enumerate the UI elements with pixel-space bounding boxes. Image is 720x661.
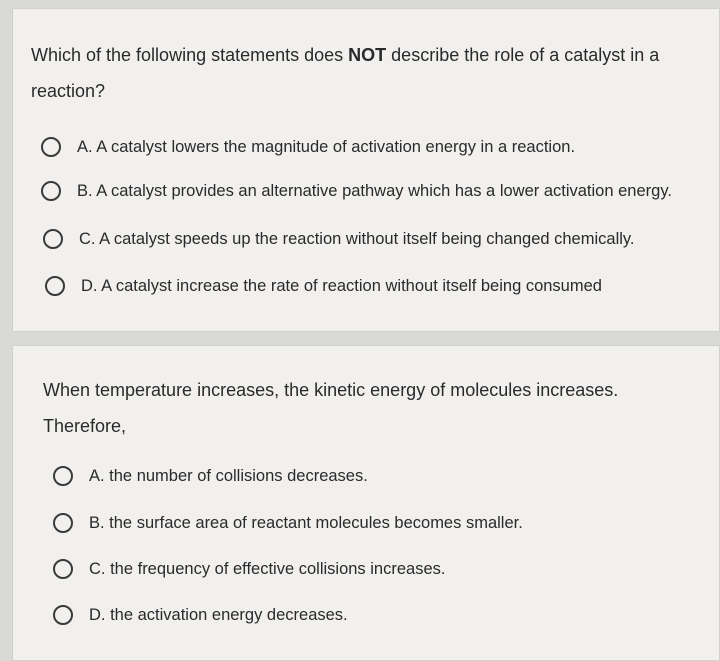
question-emphasis: NOT [348,45,387,65]
option-d[interactable] [45,276,602,296]
question-text [43,372,703,444]
question-text-line1: When temperature increases, the kinetic energy of molecules increases. [43,380,619,400]
option-d[interactable] [53,605,348,625]
question-card-1 [12,8,720,332]
radio-button[interactable] [53,605,73,625]
radio-button[interactable] [41,137,61,157]
option-label: C. A catalyst speeds up the reaction without itself being changed chemically. [79,229,635,248]
option-label: C. the frequency of effective collisions increases. [89,559,446,578]
radio-button[interactable] [45,276,65,296]
radio-button[interactable] [41,181,61,201]
question-text-start: Which of the following statements does [31,45,349,65]
option-label: D. the activation energy decreases. [89,605,348,624]
radio-button[interactable] [43,229,63,249]
radio-button[interactable] [53,559,73,579]
option-b[interactable] [53,513,523,533]
option-label: B. the surface area of reactant molecules becomes smaller. [89,513,523,532]
question-text [31,37,711,109]
option-c[interactable] [43,229,635,249]
question-text-line2: Therefore, [43,416,127,436]
option-label: D. A catalyst increase the rate of reaction without itself being consumed [81,276,602,295]
question-card-2 [12,345,720,661]
question-text-end: describe the role of a catalyst in a [386,45,660,65]
option-label: A. the number of collisions decreases. [89,466,368,485]
option-c[interactable] [53,559,445,579]
radio-button[interactable] [53,513,73,533]
option-a[interactable] [53,466,368,486]
radio-button[interactable] [53,466,73,486]
option-label: A. A catalyst lowers the magnitude of activation energy in a reaction. [77,137,576,156]
option-label: B. A catalyst provides an alternative pathway which has a lower activation energy. [77,181,672,200]
option-b[interactable] [41,181,672,201]
question-text-line2: reaction? [31,81,106,101]
option-a[interactable] [41,137,575,157]
